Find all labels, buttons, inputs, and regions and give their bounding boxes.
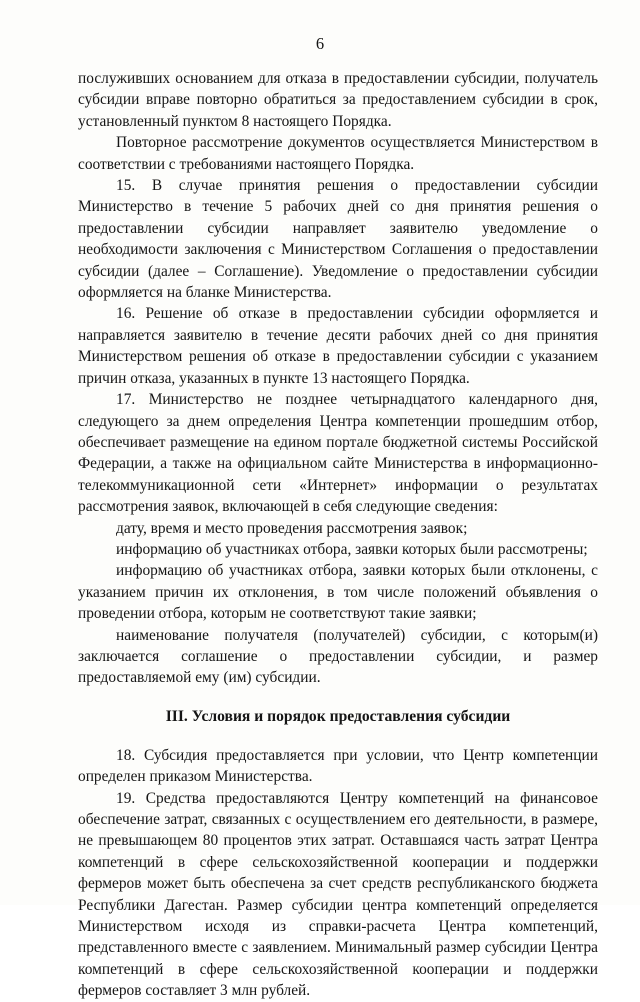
paragraph-item-19: 19. Средства предоставляются Центру компетенций на финансовое обеспечение затрат, связанных с осуществлением его деятельности, в размере, не превышающем 80 процентов этих затрат. Оставшаяся часть затрат Центра компетенций в сфере сельскохозяйственной кооперации и поддержки фермеров может быть обеспечена за счет средств республиканского бюджета Республики Дагестан. Размер субсидии центра компетенций определяется Министерством исходя из справки-расчета Центра компетенций, представленного вместе с заявлением. Минимальный размер субсидии Центра компетенций в сфере сельскохозяйственной кооперации и поддержки фермеров составляет 3 млн рублей. — [78, 789, 598, 1000]
section-heading: III. Условия и порядок предоставления субсидии — [165, 707, 511, 725]
list-item-recipient-name: наименование получателя (получателей) субсидии, с которым(и) заключается соглашение о предоставлении субсидии, и размер предоставляемой ему (им) субсидии. — [78, 626, 598, 687]
paragraph-item-16: 16. Решение об отказе в предоставлении субсидии оформляется и направляется заявителю в течение десяти рабочих дней со дня принятия Министерством решения об отказе в предоставлении субсидии с указанием причин отказа, указанных в пункте 13 настоящего Порядка. — [78, 305, 598, 387]
list-item-rejected-participants: информацию об участниках отбора, заявки которых были отклонены, с указанием причин их отклонения, в том числе положений объявления о проведении отбора, которым не соответствуют такие заявки; — [78, 562, 598, 623]
paragraph-item-17: 17. Министерство не позднее четырнадцатого календарного дня, следующего за днем определения Центра компетенции прошедшим отбор, обеспечивает размещение на едином портале бюджетной системы Российской Федерации, а также на официальном сайте Министерства в информационно-телекоммуникационной сети «Интернет» информации о результатах рассмотрения заявок, включающей в себя следующие сведения: — [78, 391, 598, 516]
paragraph-item-18: 18. Субсидия предоставляется при условии, что Центр компетенции определен приказом Министерства. — [78, 746, 598, 786]
document-body — [78, 68, 598, 1002]
paragraph-item-15: 15. В случае принятия решения о предоставлении субсидии Министерство в течение 5 рабочих дней со дня принятия решения о предоставлении субсидии направляет заявителю уведомление о необходимости заключения с Министерством Соглашения о предоставлении субсидии (далее – Соглашение). Уведомление о предоставлении субсидии оформляется на бланке Министерства. — [78, 177, 598, 302]
paragraph-repeat-review: Повторное рассмотрение документов осуществляется Министерством в соответствии с требованиями настоящего Порядка. — [78, 134, 598, 173]
list-item-review-date: дату, время и место проведения рассмотрения заявок; — [116, 519, 468, 537]
page-number: 6 — [315, 34, 325, 53]
list-item-reviewed-participants: информацию об участниках отбора, заявки которых были рассмотрены; — [116, 540, 588, 558]
paragraph-continuation: послуживших основанием для отказа в предоставлении субсидии, получатель субсидии вправе повторно обратиться за предоставлением субсидии в срок, установленный пунктом 8 настоящего Порядка. — [78, 70, 598, 130]
